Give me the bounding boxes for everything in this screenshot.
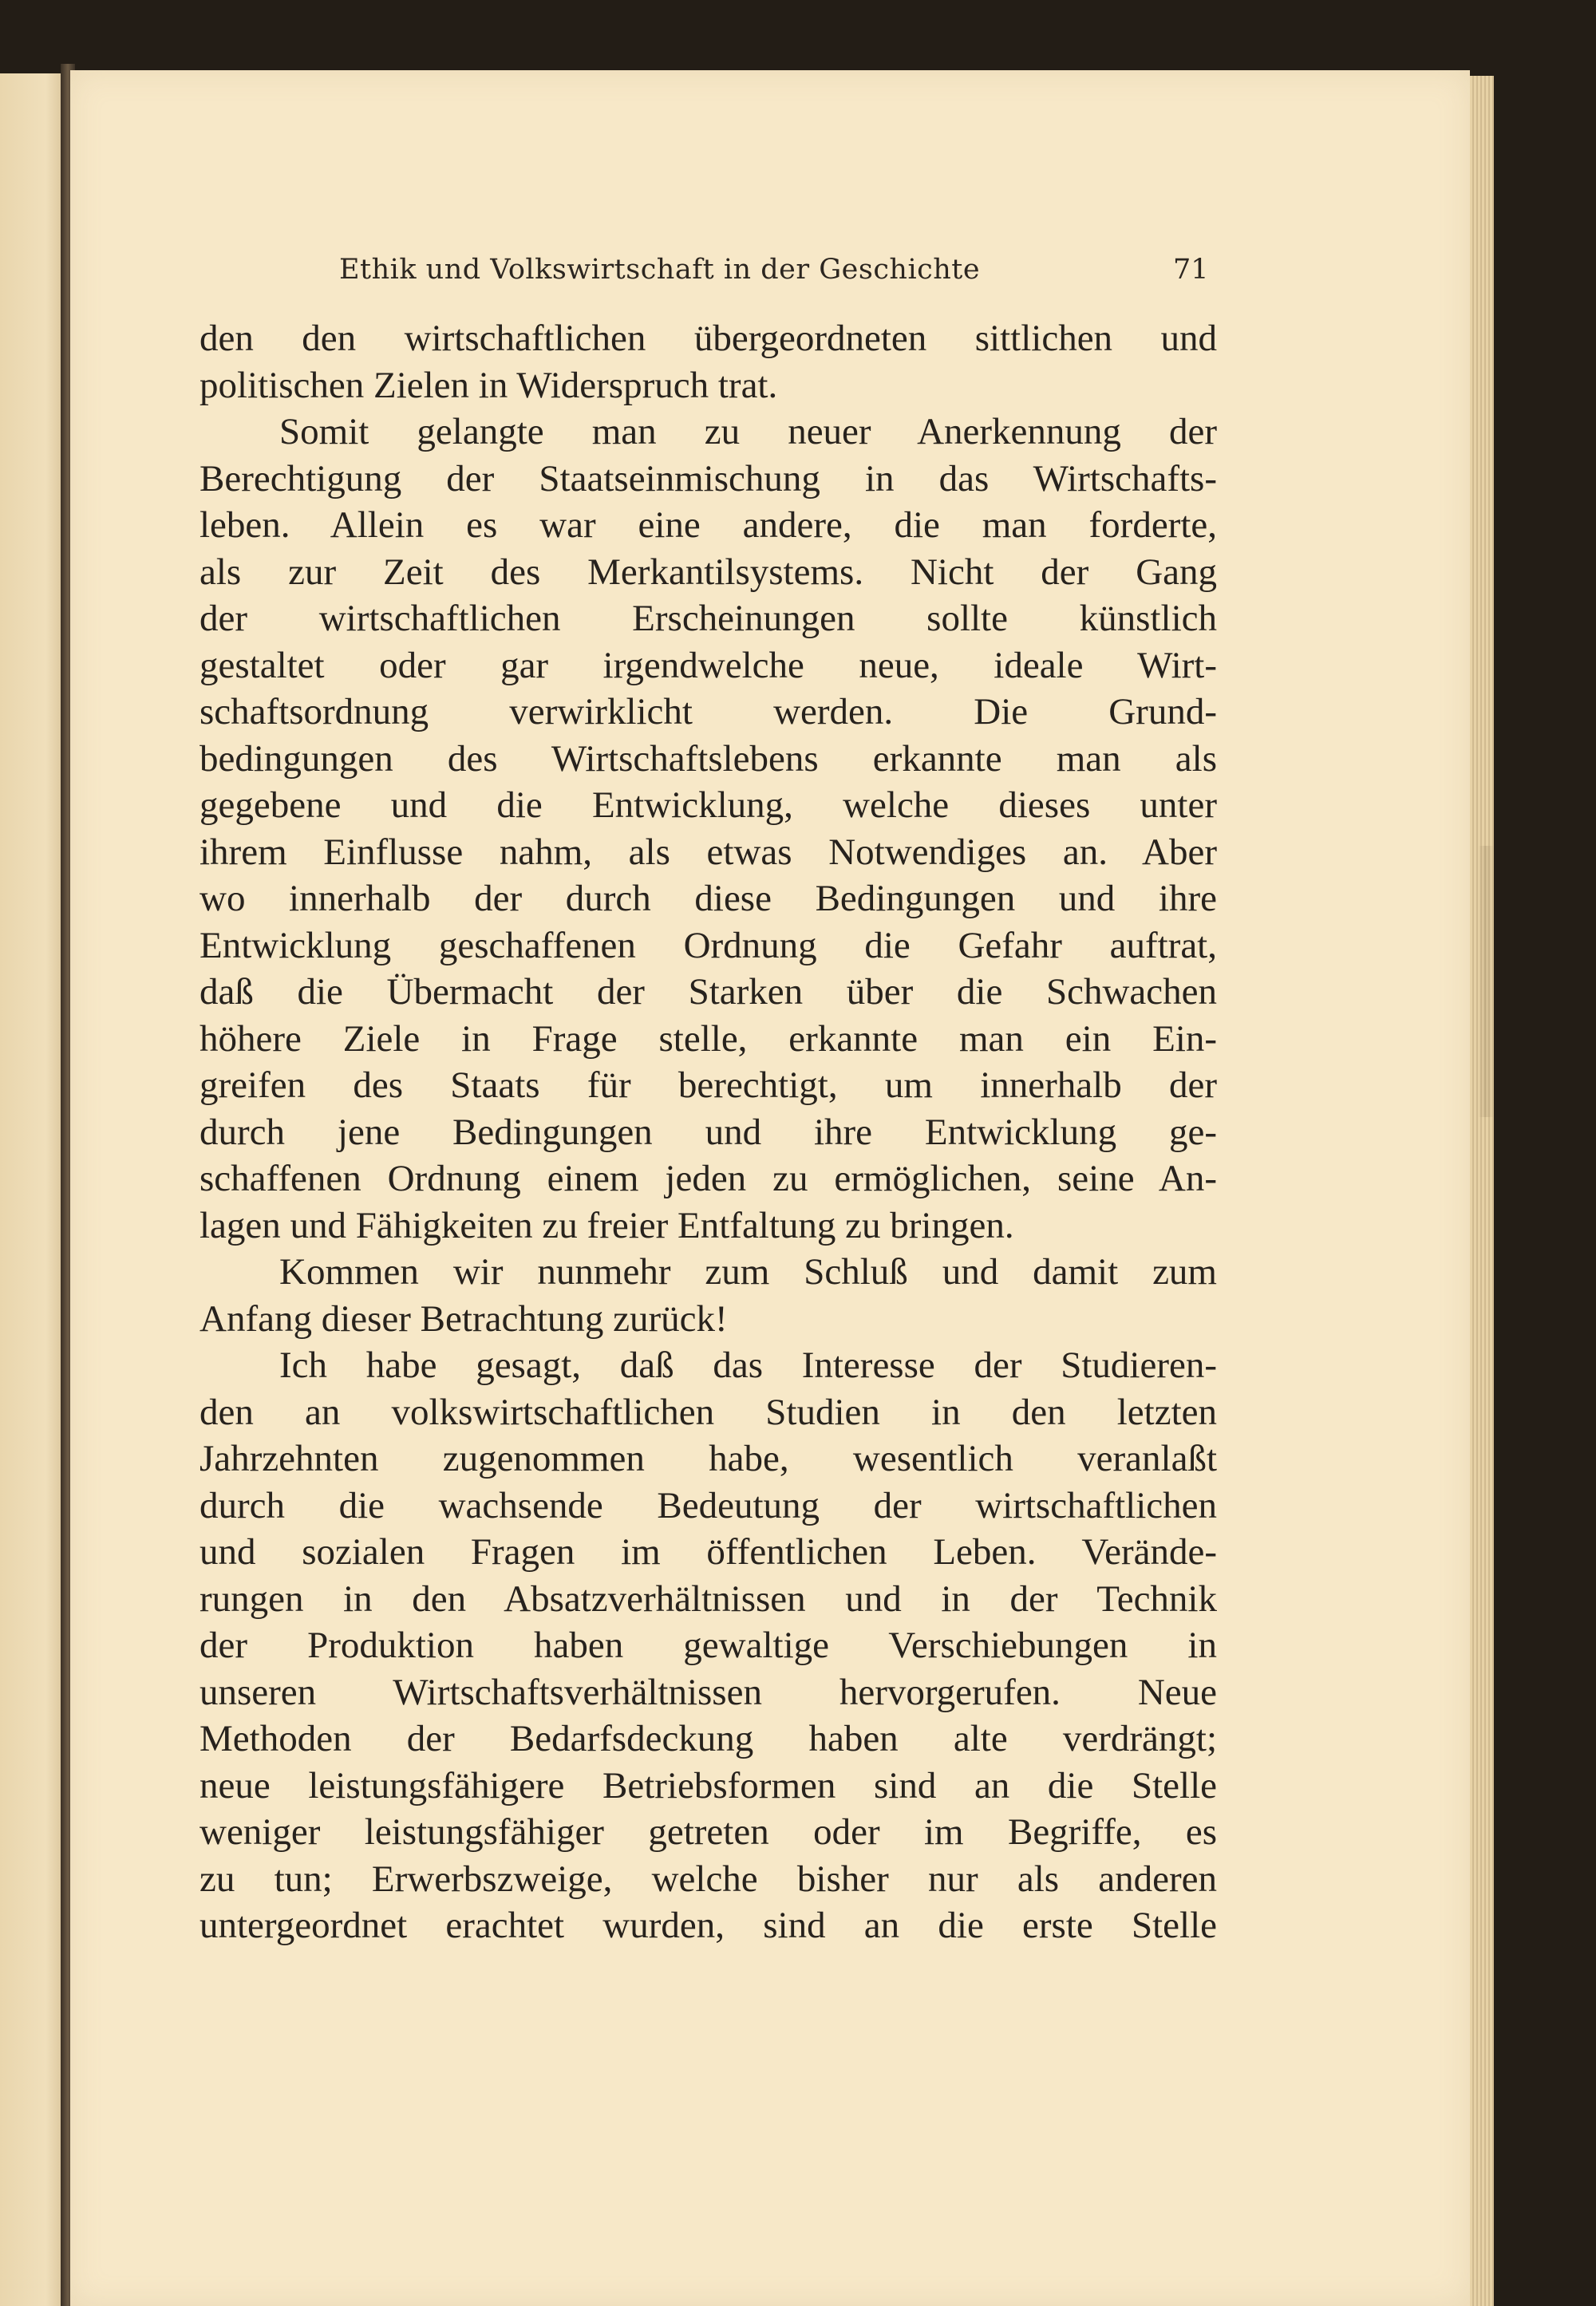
page-number: 71 xyxy=(1173,254,1209,286)
text-line: gegebene und die Entwicklung, welche dieses unter xyxy=(200,784,1217,826)
text-line: höhere Ziele in Frage stelle, erkannte man ein Ein- xyxy=(200,1017,1217,1060)
text-line: rungen in den Absatzverhältnissen und in der Technik xyxy=(200,1577,1217,1620)
text-line: Berechtigung der Staatseinmischung in das Wirtschafts- xyxy=(200,457,1217,500)
text-line: und sozialen Fragen im öffentlichen Leben. Verände- xyxy=(200,1531,1217,1573)
text-line: Anfang dieser Betrachtung zurück! xyxy=(200,1297,728,1340)
text-line: ihrem Einflusse nahm, als etwas Notwendiges an. Aber xyxy=(200,831,1217,873)
text-line: Entwicklung geschaffenen Ordnung die Gefahr auftrat, xyxy=(200,924,1217,966)
text-line: den an volkswirtschaftlichen Studien in den letzten xyxy=(200,1391,1217,1433)
text-line: den den wirtschaftlichen übergeordneten sittlichen und xyxy=(200,318,1217,359)
page-edge-shadow xyxy=(1478,846,1494,1117)
left-page-edge xyxy=(0,73,65,2306)
text-line: der wirtschaftlichen Erscheinungen sollte künstlich xyxy=(200,598,1217,639)
text-line: lagen und Fähigkeiten zu freier Entfaltung zu bringen. xyxy=(200,1204,1014,1246)
text-line: Methoden der Bedarfsdeckung haben alte verdrängt; xyxy=(200,1718,1217,1759)
text-line: als zur Zeit des Merkantilsystems. Nicht der Gang xyxy=(200,551,1217,593)
text-line: schaffenen Ordnung einem jeden zu ermöglichen, seine An- xyxy=(200,1158,1217,1199)
text-line: durch jene Bedingungen und ihre Entwicklung ge- xyxy=(200,1111,1217,1153)
text-line: der Produktion haben gewaltige Verschiebungen in xyxy=(200,1625,1217,1666)
text-line: unseren Wirtschaftsverhältnissen hervorgerufen. Neue xyxy=(200,1671,1217,1713)
text-line: leben. Allein es war eine andere, die man forderte, xyxy=(200,504,1217,546)
text-line: Jahrzehnten zugenommen habe, wesentlich veranlaßt xyxy=(200,1438,1217,1479)
text-line: untergeordnet erachtet wurden, sind an die erste Stelle xyxy=(200,1905,1217,1946)
text-line: Kommen wir nunmehr zum Schluß und damit zum xyxy=(279,1251,1217,1293)
text-line: greifen des Staats für berechtigt, um innerhalb der xyxy=(200,1064,1217,1106)
text-line: Ich habe gesagt, daß das Interesse der Studieren- xyxy=(279,1345,1217,1386)
text-line: gestaltet oder gar irgendwelche neue, ideale Wirt- xyxy=(200,644,1217,686)
text-line: daß die Übermacht der Starken über die Schwachen xyxy=(200,971,1217,1013)
text-line: schaftsordnung verwirklicht werden. Die Grund- xyxy=(200,691,1217,732)
running-head: Ethik und Volkswirtschaft in der Geschichte xyxy=(339,254,981,286)
text-line: wo innerhalb der durch diese Bedingungen und ihre xyxy=(200,878,1217,919)
body-text xyxy=(200,315,1217,1949)
text-line: Somit gelangte man zu neuer Anerkennung der xyxy=(279,411,1217,452)
page-edge-stack xyxy=(1470,76,1494,2306)
text-line: weniger leistungsfähiger getreten oder im Begriffe, es xyxy=(200,1811,1217,1853)
text-line: bedingungen des Wirtschaftslebens erkannte man als xyxy=(200,737,1217,780)
text-line: zu tun; Erwerbszweige, welche bisher nur als anderen xyxy=(200,1858,1217,1900)
text-line: neue leistungsfähigere Betriebsformen sind an die Stelle xyxy=(200,1764,1217,1806)
text-line: politischen Zielen in Widerspruch trat. xyxy=(200,364,778,406)
text-line: durch die wachsende Bedeutung der wirtschaftlichen xyxy=(200,1484,1217,1526)
